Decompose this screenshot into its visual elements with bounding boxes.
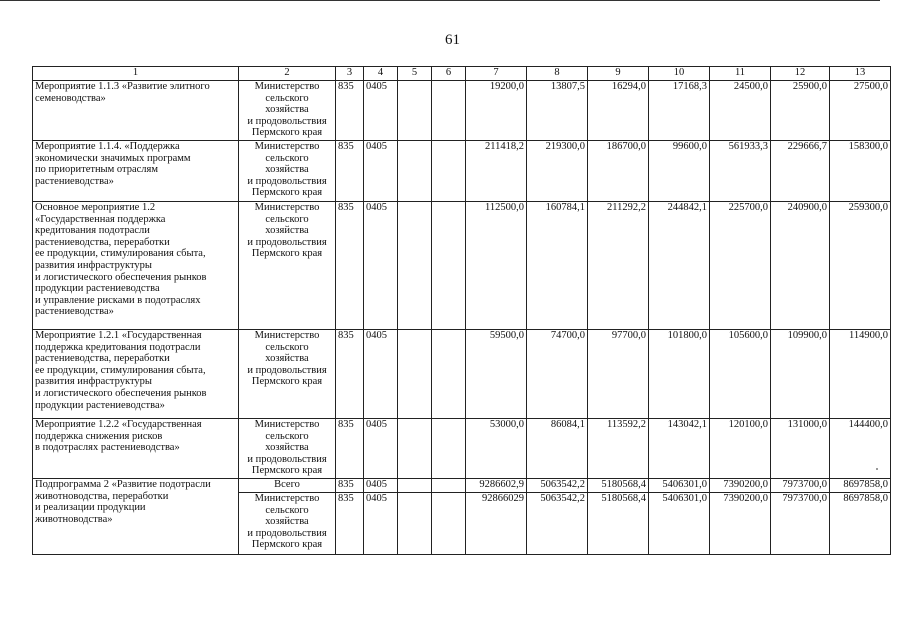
value-cell: 8697858,0	[830, 493, 891, 555]
value-cell: 97700,0	[588, 330, 649, 419]
column-header: 1	[33, 67, 239, 81]
value-cell: 8697858,0	[830, 479, 891, 493]
value-cell: 105600,0	[710, 330, 771, 419]
value-cell: 27500,0	[830, 81, 891, 141]
code-cell	[432, 479, 466, 493]
value-cell: 74700,0	[527, 330, 588, 419]
value-cell: 7390200,0	[710, 479, 771, 493]
activity-name: Мероприятие 1.1.4. «Поддержка экономически значимых программ по приоритетным отраслям растениеводства»	[33, 141, 239, 202]
value-cell: 5406301,0	[649, 493, 710, 555]
value-cell: 59500,0	[466, 330, 527, 419]
value-cell: 229666,7	[771, 141, 830, 202]
code-cell	[432, 493, 466, 555]
value-cell: 131000,0	[771, 419, 830, 479]
value-cell: 7973700,0	[771, 479, 830, 493]
value-cell: 186700,0	[588, 141, 649, 202]
table-row	[33, 141, 891, 202]
executor-cell: Министерство сельского хозяйства и продовольствия Пермского края	[239, 81, 336, 141]
code-cell: 835	[336, 493, 364, 555]
column-header: 7	[466, 67, 527, 81]
value-cell: 13807,5	[527, 81, 588, 141]
executor-cell: Министерство сельского хозяйства и продовольствия Пермского края	[239, 330, 336, 419]
value-cell: 5180568,4	[588, 493, 649, 555]
code-cell: 0405	[364, 493, 398, 555]
activity-name: Мероприятие 1.1.3 «Развитие элитного семеноводства»	[33, 81, 239, 141]
code-cell: 835	[336, 479, 364, 493]
value-cell: 5063542,2	[527, 493, 588, 555]
value-cell: 143042,1	[649, 419, 710, 479]
code-cell	[398, 202, 432, 330]
column-header: 2	[239, 67, 336, 81]
code-cell	[432, 419, 466, 479]
code-cell	[398, 419, 432, 479]
code-cell: 835	[336, 419, 364, 479]
value-cell: 9286602,9	[466, 479, 527, 493]
value-cell: 101800,0	[649, 330, 710, 419]
scan-speck	[876, 468, 878, 470]
value-cell: 144400,0	[830, 419, 891, 479]
column-header: 5	[398, 67, 432, 81]
value-cell: 19200,0	[466, 81, 527, 141]
column-header: 3	[336, 67, 364, 81]
value-cell: 160784,1	[527, 202, 588, 330]
value-cell: 86084,1	[527, 419, 588, 479]
executor-cell: Министерство сельского хозяйства и продовольствия Пермского края	[239, 202, 336, 330]
code-cell: 835	[336, 330, 364, 419]
value-cell: 99600,0	[649, 141, 710, 202]
subprogram-name: Подпрограмма 2 «Развитие подотрасли животноводства, переработки и реализации продукции животноводства»	[33, 479, 239, 555]
value-cell: 240900,0	[771, 202, 830, 330]
column-header: 13	[830, 67, 891, 81]
code-cell	[432, 330, 466, 419]
value-cell: 112500,0	[466, 202, 527, 330]
activity-name: Основное мероприятие 1.2 «Государственная поддержка кредитования подотрасли растениеводства, переработки ее продукции, стимулирования сбыта, развития инфраструктуры и логистического обеспечения рынков продукции растениеводства и управление рисками в подотраслях растениеводства»	[33, 202, 239, 330]
executor-cell: Министерство сельского хозяйства и продовольствия Пермского края	[239, 141, 336, 202]
column-header: 10	[649, 67, 710, 81]
value-cell: 5180568,4	[588, 479, 649, 493]
code-cell: 835	[336, 81, 364, 141]
code-cell	[398, 81, 432, 141]
code-cell	[398, 141, 432, 202]
table-row-subprogram-total	[33, 479, 891, 493]
table-row	[33, 419, 891, 479]
code-cell	[432, 81, 466, 141]
code-cell: 0405	[364, 202, 398, 330]
value-cell: 5406301,0	[649, 479, 710, 493]
value-cell: 7973700,0	[771, 493, 830, 555]
value-cell: 211292,2	[588, 202, 649, 330]
page-number: 61	[445, 32, 460, 48]
code-cell	[398, 330, 432, 419]
value-cell: 158300,0	[830, 141, 891, 202]
code-cell: 0405	[364, 419, 398, 479]
value-cell: 211418,2	[466, 141, 527, 202]
column-header: 9	[588, 67, 649, 81]
value-cell: 24500,0	[710, 81, 771, 141]
activity-name: Мероприятие 1.2.1 «Государственная поддержка кредитования подотрасли растениеводства, переработки ее продукции, стимулирования сбыта, развития инфраструктуры и логистического обеспечения рынков продукции растениеводства»	[33, 330, 239, 419]
budget-table	[32, 66, 891, 555]
executor-cell: Министерство сельского хозяйства и продовольствия Пермского края	[239, 419, 336, 479]
column-header: 8	[527, 67, 588, 81]
code-cell	[398, 479, 432, 493]
executor-cell: Министерство сельского хозяйства и продовольствия Пермского края	[239, 493, 336, 555]
code-cell	[398, 493, 432, 555]
value-cell: 53000,0	[466, 419, 527, 479]
code-cell: 835	[336, 141, 364, 202]
column-header: 4	[364, 67, 398, 81]
value-cell: 244842,1	[649, 202, 710, 330]
table-row	[33, 81, 891, 141]
code-cell: 0405	[364, 479, 398, 493]
value-cell: 5063542,2	[527, 479, 588, 493]
value-cell: 120100,0	[710, 419, 771, 479]
value-cell: 114900,0	[830, 330, 891, 419]
executor-cell: Всего	[239, 479, 336, 493]
code-cell: 0405	[364, 330, 398, 419]
code-cell	[432, 202, 466, 330]
column-header: 12	[771, 67, 830, 81]
value-cell: 16294,0	[588, 81, 649, 141]
value-cell: 113592,2	[588, 419, 649, 479]
table-row	[33, 202, 891, 330]
activity-name: Мероприятие 1.2.2 «Государственная поддержка снижения рисков в подотраслях растениеводства»	[33, 419, 239, 479]
column-header: 6	[432, 67, 466, 81]
code-cell: 0405	[364, 141, 398, 202]
table-row	[33, 330, 891, 419]
header-row	[33, 67, 891, 81]
top-border-line	[0, 0, 880, 1]
column-header: 11	[710, 67, 771, 81]
code-cell: 835	[336, 202, 364, 330]
value-cell: 92866029	[466, 493, 527, 555]
value-cell: 225700,0	[710, 202, 771, 330]
value-cell: 219300,0	[527, 141, 588, 202]
value-cell: 25900,0	[771, 81, 830, 141]
code-cell	[432, 141, 466, 202]
value-cell: 109900,0	[771, 330, 830, 419]
value-cell: 561933,3	[710, 141, 771, 202]
value-cell: 259300,0	[830, 202, 891, 330]
value-cell: 7390200,0	[710, 493, 771, 555]
value-cell: 17168,3	[649, 81, 710, 141]
code-cell: 0405	[364, 81, 398, 141]
